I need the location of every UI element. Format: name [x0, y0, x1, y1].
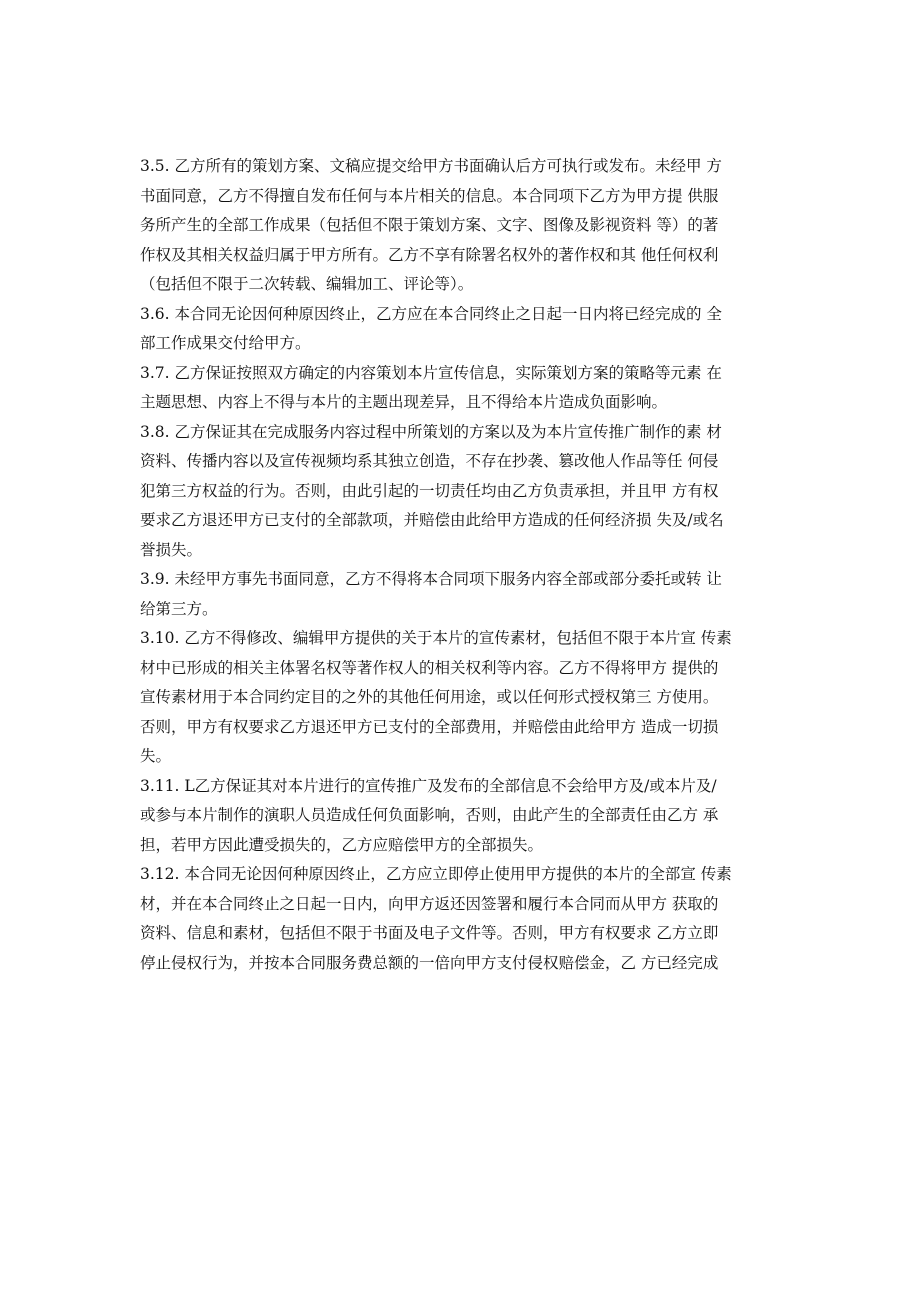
text-line: 担，若甲方因此遭受损失的，乙方应赔偿甲方的全部损失。: [140, 835, 544, 854]
text-line: 停止侵权行为，并按本合同服务费总额的一倍向甲方支付侵权赔偿金，乙 方已经完成: [140, 953, 719, 972]
text-line: 3.6. 本合同无论因何种原因终止，乙方应在本合同终止之日起一日内将已经完成的 全: [140, 304, 722, 323]
text-line: 务所产生的全部工作成果（包括但不限于策划方案、文字、图像及影视资料 等）的著: [140, 216, 719, 234]
text-line: 誉损失。: [140, 540, 203, 559]
text-line: 3.5. 乙方所有的策划方案、文稿应提交给甲方书面确认后方可执行或发布。未经甲 方: [140, 157, 722, 175]
text-line: 3.9. 未经甲方事先书面同意，乙方不得将本合同项下服务内容全部或部分委托或转 让: [140, 570, 722, 588]
text-line: 作权及其相关权益归属于甲方所有。乙方不享有除署名权外的著作权和其 他任何权利: [140, 245, 719, 264]
text-line: 犯第三方权益的行为。否则，由此引起的一切责任均由乙方负责承担，并且甲 方有权: [140, 481, 719, 500]
text-line: 给第三方。: [140, 599, 218, 618]
text-line: 宣传素材用于本合同约定目的之外的其他任何用途，或以任何形式授权第三 方使用。: [140, 688, 719, 706]
text-line: 资料、信息和素材，包括但不限于书面及电子文件等。否则，甲方有权要求 乙方立即: [140, 924, 719, 942]
text-line: 否则，甲方有权要求乙方退还甲方已支付的全部费用，并赔偿由此给甲方 造成一切损: [140, 717, 719, 736]
text-line: 失。: [140, 747, 172, 765]
text-line: 资料、传播内容以及宣传视频均系其独立创造，不存在抄袭、篡改他人作品等任 何侵: [140, 452, 719, 470]
text-line: 要求乙方退还甲方已支付的全部款项，并赔偿由此给甲方造成的任何经济损 失及/或名: [140, 511, 724, 529]
text-line: （包括但不限于二次转载、编辑加工、评论等）。: [140, 275, 474, 293]
text-line: 3.11. L乙方保证其对本片进行的宣传推广及发布的全部信息不会给甲方及/或本片及/: [140, 776, 717, 795]
text-line: 材中已形成的相关主体署名权等著作权人的相关权利等内容。乙方不得将甲方 提供的: [140, 658, 719, 677]
text-line: 3.12. 本合同无论因何种原因终止，乙方应立即停止使用甲方提供的本片的全部宣 传素: [140, 865, 732, 883]
text-line: 书面同意，乙方不得擅自发布任何与本片相关的信息。本合同项下乙方为甲方提 供服: [140, 186, 719, 205]
text-line: 或参与本片制作的演职人员造成任何负面影响，否则，由此产生的全部责任由乙方 承: [140, 806, 719, 824]
text-line: 3.8. 乙方保证其在完成服务内容过程中所策划的方案以及为本片宣传推广制作的素 材: [140, 422, 722, 441]
contract-text: [140, 152, 780, 978]
text-line: 3.7. 乙方保证按照双方确定的内容策划本片宣传信息，实际策划方案的策略等元素 在: [140, 363, 722, 382]
text-line: 3.10. 乙方不得修改、编辑甲方提供的关于本片的宣传素材，包括但不限于本片宣 传素: [140, 629, 732, 647]
text-line: 材，并在本合同终止之日起一日内，向甲方返还因签署和履行本合同而从甲方 获取的: [140, 894, 719, 913]
text-line: 部工作成果交付给甲方。: [140, 334, 311, 352]
text-line: 主题思想、内容上不得与本片的主题出现差异，且不得给本片造成负面影响。: [140, 393, 668, 411]
